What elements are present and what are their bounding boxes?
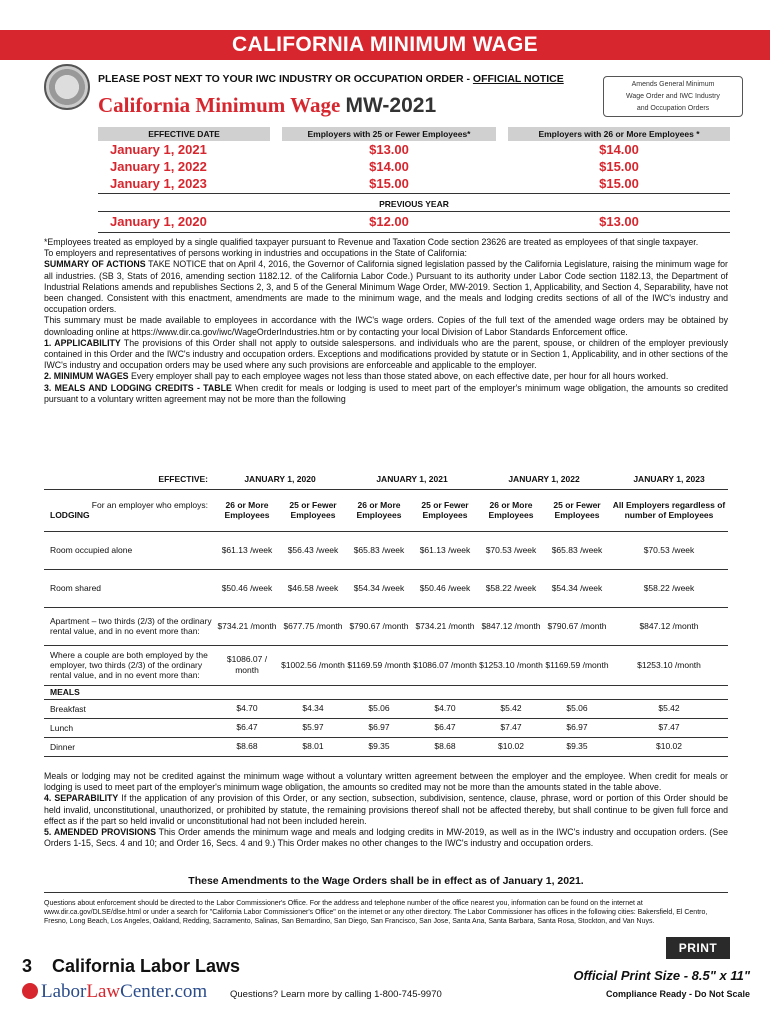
table-cell: $790.67 /month: [547, 620, 607, 631]
post-instruction: [98, 73, 564, 85]
table-cell: $10.02: [498, 741, 524, 751]
title-code: MW-2021: [345, 94, 437, 117]
address-paragraph: To employers and representatives of persons working in industries and occupations in the State of California:: [44, 248, 467, 259]
table-cell: $9.35: [368, 741, 390, 751]
table-cell: $70.53 /week: [485, 544, 537, 555]
rate-large: $15.00: [599, 159, 639, 174]
table-cell: $5.06: [368, 703, 390, 713]
amended-provisions-text: This Order amends the minimum wage and meals and lodging credits in MW-2019, as well as in the IWC's industry and occupation orders. (See Orders 1-15, Secs. 4 and 10; and Order 16, Secs. 4 and 9.) This Order makes no other changes to the IWC's industry and occupation orders.: [44, 827, 728, 849]
logo-part: Labor: [41, 981, 87, 1002]
separability-heading: 4. SEPARABILITY: [44, 793, 119, 804]
table-cell: $65.83 /week: [551, 544, 603, 555]
previous-divider-bottom: [98, 232, 730, 233]
table-cell: $7.47: [658, 722, 680, 732]
meals-lodging-text: When credit for meals or lodging is used to meet part of the employer's minimum wage obligation, the amounts so credited pursuant to a voluntary written agreement may not be more than the following: [44, 382, 729, 404]
table-cell: $734.21 /month: [415, 620, 475, 631]
table-cell: $5.06: [566, 703, 588, 713]
column-header: 26 or More Employees: [224, 500, 270, 520]
table-row: [44, 699, 728, 718]
rates-divider: [98, 193, 730, 194]
table-cell: $5.42: [500, 703, 522, 713]
rate-small: $13.00: [369, 142, 409, 157]
effective-statement: These Amendments to the Wage Orders shall be in effect as of January 1, 2021.: [188, 875, 584, 887]
row-label: Room occupied alone: [50, 545, 133, 555]
rate-small: $15.00: [369, 176, 409, 191]
column-header: 26 or More Employees: [356, 500, 402, 520]
table-row: [44, 607, 728, 645]
table-row: [44, 531, 728, 569]
row-label: Lunch: [50, 722, 74, 733]
table-cell: $58.22 /week: [643, 582, 695, 593]
compliance-label: Compliance Ready - Do Not Scale: [605, 989, 750, 999]
amends-box: [603, 76, 743, 117]
table-cell: $50.46 /week: [419, 582, 471, 593]
summary-text: TAKE NOTICE that on April 4, 2016, the Governor of California signed legislation passed by the California Legislature, raising the minimum wage for all industries. (SB 3, Stats of 2016, amending section 1182.12. of the California Labor Code.) Pursuant to its authority under Labor Code section 1182.13, the Department of Industrial Relations amends and republishes Sections 2, 3, and 5 of the General Minimum Wage Order, MW-2019. Section 1, Applicability, and Section 4, Separability, have not been changed. Consistent with this enactment, amendments are made to the minimum wage, and the meals and lodging credits sections of all of the IWC's industry and occupation orders.: [44, 259, 728, 315]
row-label: Breakfast: [50, 703, 86, 714]
page-title: [98, 93, 436, 118]
table-cell: $4.70: [434, 703, 456, 713]
page-footer-title: [22, 956, 240, 977]
small-employer-header: Employers with 25 or Fewer Employees*: [282, 127, 496, 141]
table-cell: $65.83 /week: [353, 544, 405, 555]
table-row: [44, 718, 728, 737]
questions-line: Questions? Learn more by calling 1-800-745-9970: [230, 989, 442, 1000]
employs-label: For an employer who employs:: [91, 500, 208, 510]
row-label: Apartment – two thirds (2/3) of the ordinary rental value, and in no event more than:: [50, 616, 212, 636]
rate-date: January 1, 2023: [110, 176, 207, 191]
table-row: [44, 569, 728, 607]
print-size-label: Official Print Size - 8.5" x 11": [573, 968, 750, 983]
minimum-wages-text: Every employer shall pay to each employee wages not less than those stated above, on each effective date, per hour for all hours worked.: [128, 371, 669, 382]
table-cell: $5.42: [658, 703, 680, 713]
meals-lodging-table: [44, 469, 728, 757]
table-cell: $6.47: [434, 722, 456, 732]
body-closing: [44, 771, 728, 849]
summary-paragraph: [44, 259, 728, 315]
year-header: JANUARY 1, 2022: [508, 473, 580, 484]
applicability-text: The provisions of this Order shall not apply to outside salespersons. and individuals who are the parent, spouse, or children of the employer previously contained in this Order and the IWC's industry and occupation orders. Exceptions and modifications provided by statute or in Section 1, Applicability, and in other sections of the IWC's industry and occupation orders may be used where any such provisions are enforceable and applicable to the employer.: [44, 337, 728, 371]
meals-agreement-paragraph: Meals or lodging may not be credited against the minimum wage without a voluntary written agreement between the employer and the employee. When credit for meals or lodging is used to meet part of the employer's minimum wage obligation, the amounts so credited may not be more than the amounts stated in the table above.: [44, 771, 728, 793]
meals-label: MEALS: [50, 687, 80, 697]
page-banner: CALIFORNIA MINIMUM WAGE: [0, 30, 770, 60]
row-label: Dinner: [50, 741, 76, 752]
table-cell: $1086.07 /month: [413, 659, 477, 670]
year-header: JANUARY 1, 2020: [244, 473, 316, 484]
large-employer-header: Employers with 26 or More Employees *: [508, 127, 730, 141]
minimum-wages-heading: 2. MINIMUM WAGES: [44, 371, 129, 382]
enforcement-footnote: Questions about enforcement should be directed to the Labor Commissioner's Office. For the address and telephone number of the office nearest you, information can be found on the internet at www.dir.ca.gov/DLSE/dlse.html or under a search for "California Labor Commissioner's Office" on the internet or any other directory. The Labor Commissioner has offices in the following cities: Bakersfield, El Centro, Fresno, Long Beach, Los Angeles, Oakland, Redding, Sacramento, Salinas, San Bernardino, San Diego, San Francisco, San Jose, Santa Ana, Santa Barbara, Santa Rosa, Stockton, and Van Nuys.: [44, 900, 708, 925]
applicability-paragraph: [44, 338, 728, 372]
effective-date-header: EFFECTIVE DATE: [98, 127, 270, 141]
table-cell: $6.97: [566, 722, 588, 732]
row-label: Where a couple are both employed by the employer, two thirds (2/3) of the ordinary rental value, and in no event more than:: [50, 650, 208, 680]
title-text: California Minimum Wage: [98, 93, 346, 117]
amends-line: Wage Order and IWC Industry: [626, 93, 720, 100]
effective-label: EFFECTIVE:: [158, 473, 208, 484]
footnote-divider: [44, 892, 728, 893]
amends-line: Amends General Minimum: [631, 81, 715, 88]
table-cell: $6.47: [236, 722, 258, 732]
state-seal-icon: [44, 64, 90, 110]
minimum-wages-paragraph: [44, 371, 728, 382]
table-cell: $54.34 /week: [353, 582, 405, 593]
logo-icon: [22, 983, 38, 999]
rate-date: January 1, 2022: [110, 159, 207, 174]
previous-divider-top: [98, 211, 730, 212]
column-header: 26 or More Employees: [488, 500, 534, 520]
table-cell: $1253.10 /month: [479, 659, 543, 670]
table-cell: $70.53 /week: [643, 544, 695, 555]
year-header: JANUARY 1, 2023: [633, 473, 705, 484]
previous-small-rate: $12.00: [369, 214, 409, 229]
official-notice-label: OFFICIAL NOTICE: [472, 73, 564, 85]
table-cell: $677.75 /month: [283, 620, 343, 631]
separability-text: If the application of any provision of this Order, or any section, subsection, subdivision, sentence, clause, phrase, word or portion of this Order should be held invalid, unconstitutional, unauthorized, or prohibited by statute, the remaining provisions thereof shall not be affected thereby, but shall continue to be given full force and effect as if the part so held invalid or unconstitutional had not been included herein.: [44, 793, 728, 826]
table-cell: $8.01: [302, 741, 324, 751]
summary-heading: SUMMARY OF ACTIONS: [44, 259, 146, 270]
amends-line: and Occupation Orders: [636, 105, 710, 112]
post-instruction-text: PLEASE POST NEXT TO YOUR IWC INDUSTRY OR OCCUPATION ORDER -: [98, 73, 473, 85]
table-row: [44, 645, 728, 685]
row-label: Room shared: [50, 583, 102, 593]
print-button[interactable]: PRINT: [666, 937, 730, 959]
table-cell: $847.12 /month: [481, 620, 541, 631]
column-header: 25 or Fewer Employees: [553, 500, 601, 520]
table-cell: $50.46 /week: [221, 582, 273, 593]
meals-lodging-heading: 3. MEALS AND LODGING CREDITS - TABLE: [44, 382, 232, 393]
employs-cell: [44, 489, 214, 531]
table-cell: $1086.07 / month: [226, 654, 268, 675]
separability-paragraph: [44, 793, 728, 827]
column-header: 25 or Fewer Employees: [289, 500, 337, 520]
lodging-label: LODGING: [50, 510, 90, 520]
footnote-paragraph: *Employees treated as employed by a single qualified taxpayer pursuant to Revenue and Taxation Code section 23626 are treated as employees of that single taxpayer.: [44, 237, 699, 247]
availability-paragraph: This summary must be made available to employees in accordance with the IWC's wage orders. Copies of the full text of the amended wage orders may be obtained by downloading online at https://www.dir.ca.gov/iwc/WageOrderIndustries.htm or by contacting your local Division of Labor Standards Enforcement office.: [44, 315, 728, 337]
page-number: 3: [22, 956, 33, 976]
table-cell: $1002.56 /month: [281, 659, 345, 670]
body-intro: [44, 237, 728, 405]
amended-provisions-heading: 5. AMENDED PROVISIONS: [44, 827, 156, 838]
table-cell: $6.97: [368, 722, 390, 732]
table-cell: $5.97: [302, 722, 324, 732]
table-cell: $8.68: [434, 741, 456, 751]
table-cell: $1253.10 /month: [637, 659, 701, 670]
rate-large: $15.00: [599, 176, 639, 191]
table-cell: $8.68: [236, 741, 258, 751]
rate-large: $14.00: [599, 142, 639, 157]
table-cell: $58.22 /week: [485, 582, 537, 593]
year-header: JANUARY 1, 2021: [376, 473, 448, 484]
table-cell: $790.67 /month: [349, 620, 409, 631]
column-header: All Employers regardless of number of Employees: [612, 500, 726, 520]
table-cell: $56.43 /week: [287, 544, 339, 555]
meals-lodging-paragraph: [44, 383, 728, 405]
table-cell: $10.02: [656, 741, 682, 751]
amended-provisions-paragraph: [44, 827, 728, 849]
previous-year-label: PREVIOUS YEAR: [379, 199, 449, 209]
table-cell: $9.35: [566, 741, 588, 751]
table-cell: $61.13 /week: [221, 544, 273, 555]
table-cell: $4.34: [302, 703, 324, 713]
table-cell: $7.47: [500, 722, 522, 732]
previous-large-rate: $13.00: [599, 214, 639, 229]
table-cell: $1169.59 /month: [545, 659, 609, 670]
table-cell: $61.13 /week: [419, 544, 471, 555]
column-header: 25 or Fewer Employees: [421, 500, 469, 520]
table-cell: $46.58 /week: [287, 582, 339, 593]
applicability-heading: 1. APPLICABILITY: [44, 337, 121, 348]
rate-date: January 1, 2021: [110, 142, 207, 157]
rate-small: $14.00: [369, 159, 409, 174]
previous-date: January 1, 2020: [110, 214, 207, 229]
table-row: [44, 737, 728, 756]
logo-part: Law: [86, 981, 121, 1002]
table-cell: $1169.59 /month: [347, 659, 411, 670]
section-title: California Labor Laws: [52, 956, 241, 976]
table-cell: $734.21 /month: [217, 620, 277, 631]
table-cell: $847.12 /month: [639, 620, 699, 631]
logo-part: Center.com: [120, 981, 208, 1002]
laborlawcenter-logo: [22, 981, 207, 1003]
table-cell: $54.34 /week: [551, 582, 603, 593]
table-cell: $4.70: [236, 703, 258, 713]
